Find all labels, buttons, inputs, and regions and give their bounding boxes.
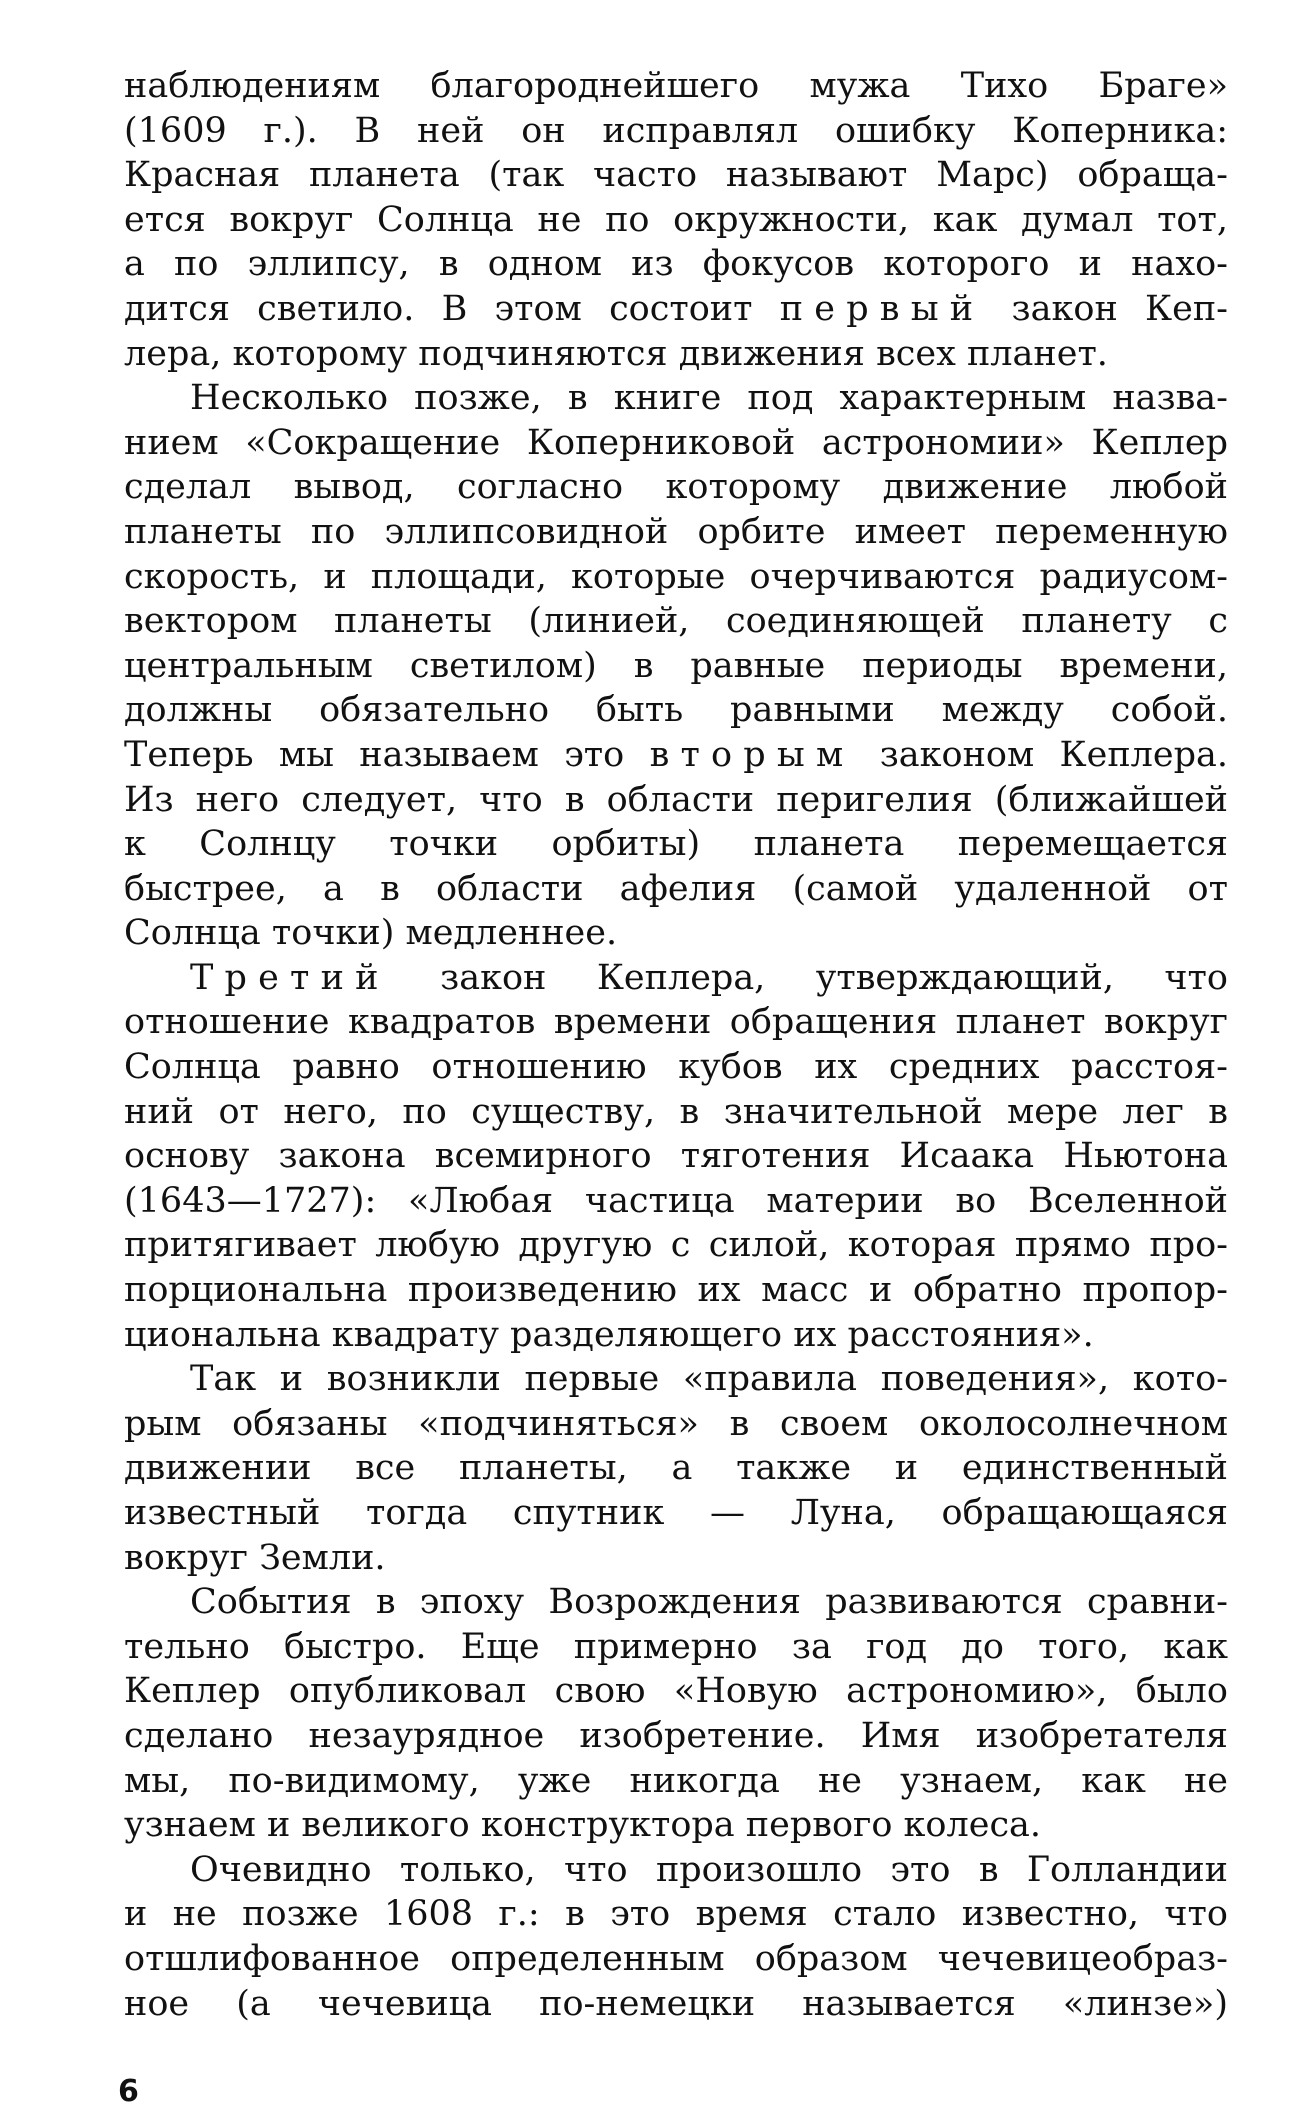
paragraph bbox=[124, 956, 1228, 1357]
page-number: 6 bbox=[118, 2074, 139, 2109]
text-line: наблюдениям благороднейшего мужа Тихо Браге» bbox=[124, 66, 1228, 106]
text-line: Из него следует, что в области перигелия (ближайшей bbox=[124, 779, 1228, 820]
text-line: (1643—1727): «Любая частица материи во Вселенной bbox=[124, 1180, 1228, 1221]
paragraph bbox=[124, 1848, 1228, 2026]
text-line: Кеплер опубликовал свою «Новую астрономию», было bbox=[124, 1671, 1228, 1712]
text-line: лера, которому подчиняются движения всех планет. bbox=[124, 333, 1108, 374]
text-line: Так и возникли первые «правила поведения», кото- bbox=[190, 1359, 1228, 1400]
text-line: порциональна произведению их масс и обратно пропор- bbox=[124, 1270, 1228, 1311]
text-fragment: законом Кеплера. bbox=[854, 734, 1229, 775]
text-line: узнаем и великого конструктора первого колеса. bbox=[124, 1805, 1042, 1846]
text-line: Несколько позже, в книге под характерным назва- bbox=[190, 378, 1228, 419]
text-fragment: закон Кеплера, утверждающий, что bbox=[389, 957, 1228, 998]
text-line: отношение квадратов времени обращения планет вокруг bbox=[124, 1002, 1228, 1043]
text-line: рым обязаны «подчиняться» в своем околосолнечном bbox=[124, 1403, 1228, 1444]
text-line: скорость, и площади, которые очерчиваются радиусом- bbox=[124, 556, 1228, 597]
text-line: притягивает любую другую с силой, которая прямо про- bbox=[124, 1225, 1228, 1266]
text-line: планеты по эллипсовидной орбите имеет переменную bbox=[124, 511, 1228, 552]
text-line bbox=[124, 733, 1228, 778]
text-line: основу закона всемирного тяготения Исаака Ньютона bbox=[124, 1136, 1228, 1177]
paragraph bbox=[124, 64, 1228, 376]
page-text bbox=[124, 64, 1228, 2026]
emphasized-word: вторым bbox=[649, 734, 855, 775]
text-line: вектором планеты (линией, соединяющей планету с bbox=[124, 601, 1228, 642]
text-line: к Солнцу точки орбиты) планета перемещается bbox=[124, 824, 1228, 865]
text-line: сделал вывод, согласно которому движение любой bbox=[124, 467, 1228, 508]
text-line: циональна квадрату разделяющего их расстояния». bbox=[124, 1314, 1094, 1355]
text-line: должны обязательно быть равными между собой. bbox=[124, 690, 1228, 731]
text-line: Солнца точки) медленнее. bbox=[124, 913, 618, 954]
paragraph bbox=[124, 1357, 1228, 1580]
text-line: известный тогда спутник — Луна, обращающаяся bbox=[124, 1493, 1228, 1533]
text-line: (1609 г.). В ней он исправлял ошибку Коперника: bbox=[124, 110, 1228, 151]
text-fragment: Теперь мы называем это bbox=[124, 734, 650, 775]
text-line: тельно быстро. Еще примерно за год до того, как bbox=[124, 1626, 1228, 1667]
text-line: и не позже 1608 г.: в это время стало известно, что bbox=[124, 1894, 1228, 1935]
text-line: ний от него, по существу, в значительной мере лег в bbox=[124, 1091, 1228, 1132]
text-line: вокруг Земли. bbox=[124, 1537, 386, 1578]
emphasized-word: первый bbox=[779, 288, 985, 329]
text-fragment: дится светило. В этом состоит bbox=[124, 288, 780, 329]
text-line: ное (а чечевица по-немецки называется «линзе») bbox=[124, 1983, 1228, 2024]
text-line: отшлифованное определенным образом чечевицеобраз- bbox=[124, 1938, 1228, 1979]
text-line: Очевидно только, что произошло это в Голландии bbox=[190, 1849, 1228, 1890]
text-line: ется вокруг Солнца не по окружности, как думал тот, bbox=[124, 199, 1228, 240]
text-line: а по эллипсу, в одном из фокусов которого и нахо- bbox=[124, 244, 1228, 285]
text-line: Солнца равно отношению кубов их средних расстоя- bbox=[124, 1047, 1228, 1088]
text-line: Красная планета (так часто называют Марс) обраща- bbox=[124, 155, 1228, 196]
text-line: сделано незаурядное изобретение. Имя изобретателя bbox=[124, 1715, 1228, 1756]
text-fragment: закон Кеп- bbox=[984, 288, 1229, 329]
text-line bbox=[124, 956, 1228, 1001]
text-line: движении все планеты, а также и единственный bbox=[124, 1448, 1228, 1489]
text-line: нием «Сокращение Коперниковой астрономии» Кеплер bbox=[124, 422, 1228, 463]
text-line bbox=[124, 287, 1228, 332]
text-line: центральным светилом) в равные периоды времени, bbox=[124, 645, 1228, 686]
text-line: быстрее, а в области афелия (самой удаленной от bbox=[124, 868, 1228, 909]
text-line: мы, по-видимому, уже никогда не узнаем, как не bbox=[124, 1760, 1228, 1801]
paragraph bbox=[124, 1580, 1228, 1848]
paragraph bbox=[124, 376, 1228, 956]
text-line: События в эпоху Возрождения развиваются сравни- bbox=[190, 1582, 1228, 1623]
emphasized-word: Третий bbox=[190, 957, 390, 998]
